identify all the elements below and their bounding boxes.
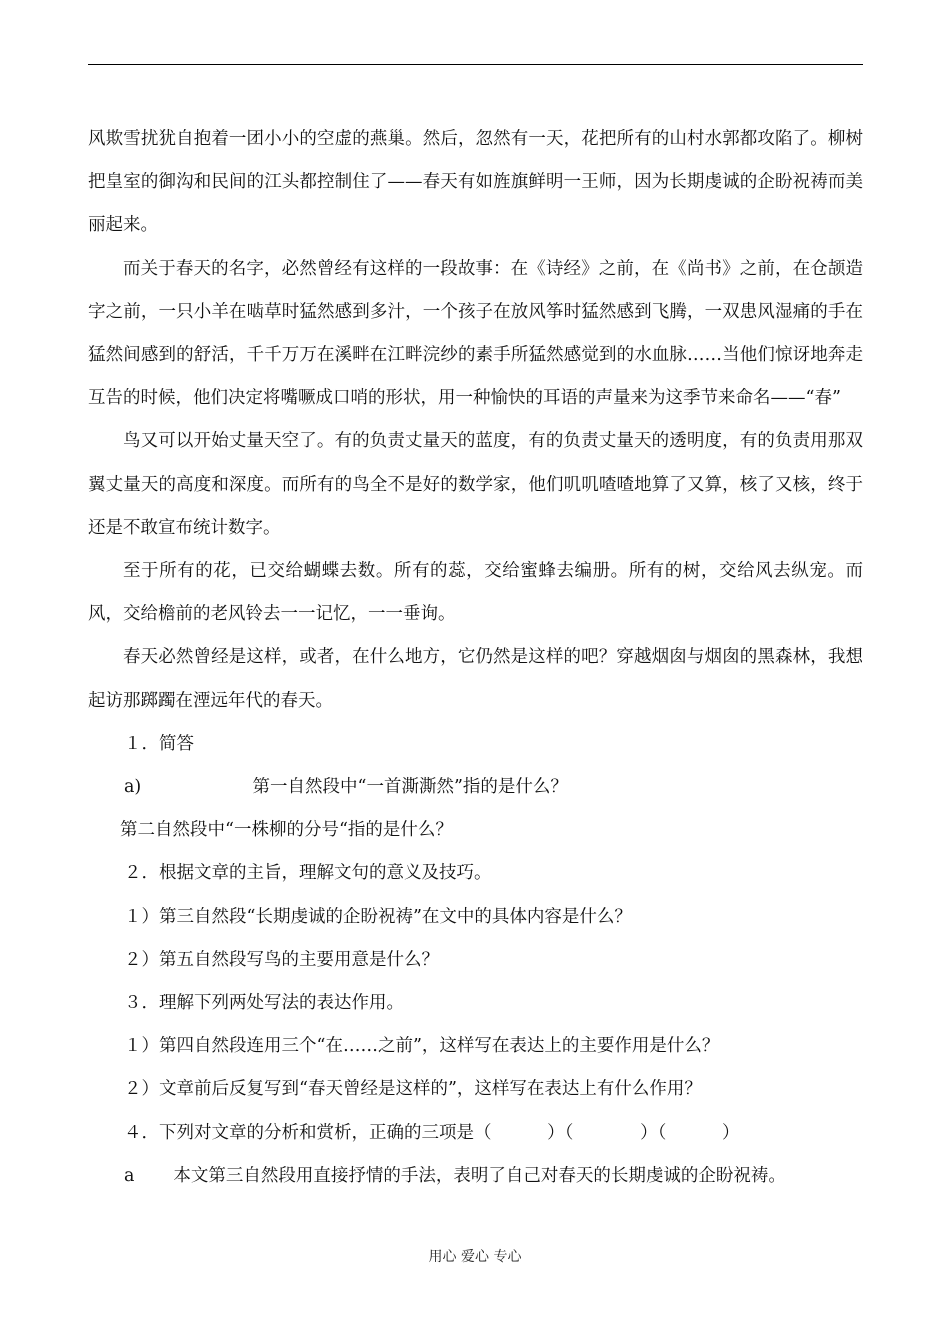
paragraph-2: 而关于春天的名字，必然曾经有这样的一段故事：在《诗经》之前，在《尚书》之前，在仓颉造字之前，一只小羊在啮草时猛然感到多汁，一个孩子在放风筝时猛然感到飞腾，一双患风湿痛的手在猛然间感到的舒活，千千万万在溪畔在江畔浣纱的素手所猛然感觉到的水血脉……当他们惊讶地奔走互告的时候，他们决定将嘴噘成口哨的形状，用一种愉快的耳语的声量来为这季节来命名——“春” <box>88 258 863 409</box>
paragraph-3: 鸟又可以开始丈量天空了。有的负责丈量天的蓝度，有的负责丈量天的透明度，有的负责用那双翼丈量天的高度和深度。而所有的鸟全不是好的数学家，他们叽叽喳喳地算了又算，核了又核，终于还是不敢宣布统计数字。 <box>88 431 863 538</box>
question-2-2: ２）第五自然段写鸟的主要用意是什么？ <box>124 949 439 970</box>
document-body <box>88 118 863 1198</box>
question-4-option-a: a 本文第三自然段用直接抒情的手法，表明了自己对春天的长期虔诚的企盼祝祷。 <box>124 1165 786 1186</box>
page-footer: 用心 爱心 专心 <box>428 1249 522 1265</box>
question-3-heading: ３．理解下列两处写法的表达作用。 <box>124 993 404 1014</box>
question-1a: a) 第一自然段中“一首澌澌然”指的是什么？ <box>124 777 568 798</box>
question-1-heading: １．简答 <box>124 733 194 754</box>
paragraph-5: 春天必然曾经是这样，或者，在什么地方，它仍然是这样的吧？穿越烟囱与烟囱的黑森林，我想起访那踯躅在湮远年代的春天。 <box>88 647 863 711</box>
question-2-heading: ２．根据文章的主旨，理解文句的意义及技巧。 <box>124 863 492 884</box>
question-4-heading: ４．下列对文章的分析和赏析，正确的三项是（ ）（ ）（ ） <box>124 1122 740 1143</box>
question-3-2: ２）文章前后反复写到“春天曾经是这样的”，这样写在表达上有什么作用？ <box>124 1079 702 1100</box>
question-2-1: １）第三自然段“长期虔诚的企盼祝祷”在文中的具体内容是什么？ <box>124 906 632 927</box>
question-3-1: １）第四自然段连用三个“在……之前”，这样写在表达上的主要作用是什么？ <box>124 1036 720 1057</box>
paragraph-1: 风欺雪扰犹自抱着一团小小的空虚的燕巢。然后，忽然有一天，花把所有的山村水郭都攻陷了。柳树把皇室的御沟和民间的江头都控制住了——春天有如旌旗鲜明一王师，因为长期虔诚的企盼祝祷而美丽起来。 <box>88 129 863 236</box>
paragraph-4: 至于所有的花，已交给蝴蝶去数。所有的蕊，交给蜜蜂去编册。所有的树，交给风去纵宠。而风，交给檐前的老风铃去一一记忆，一一垂询。 <box>88 561 863 625</box>
header-rule <box>88 64 863 65</box>
question-1b: 第二自然段中“一株柳的分号“指的是什么？ <box>120 820 453 841</box>
